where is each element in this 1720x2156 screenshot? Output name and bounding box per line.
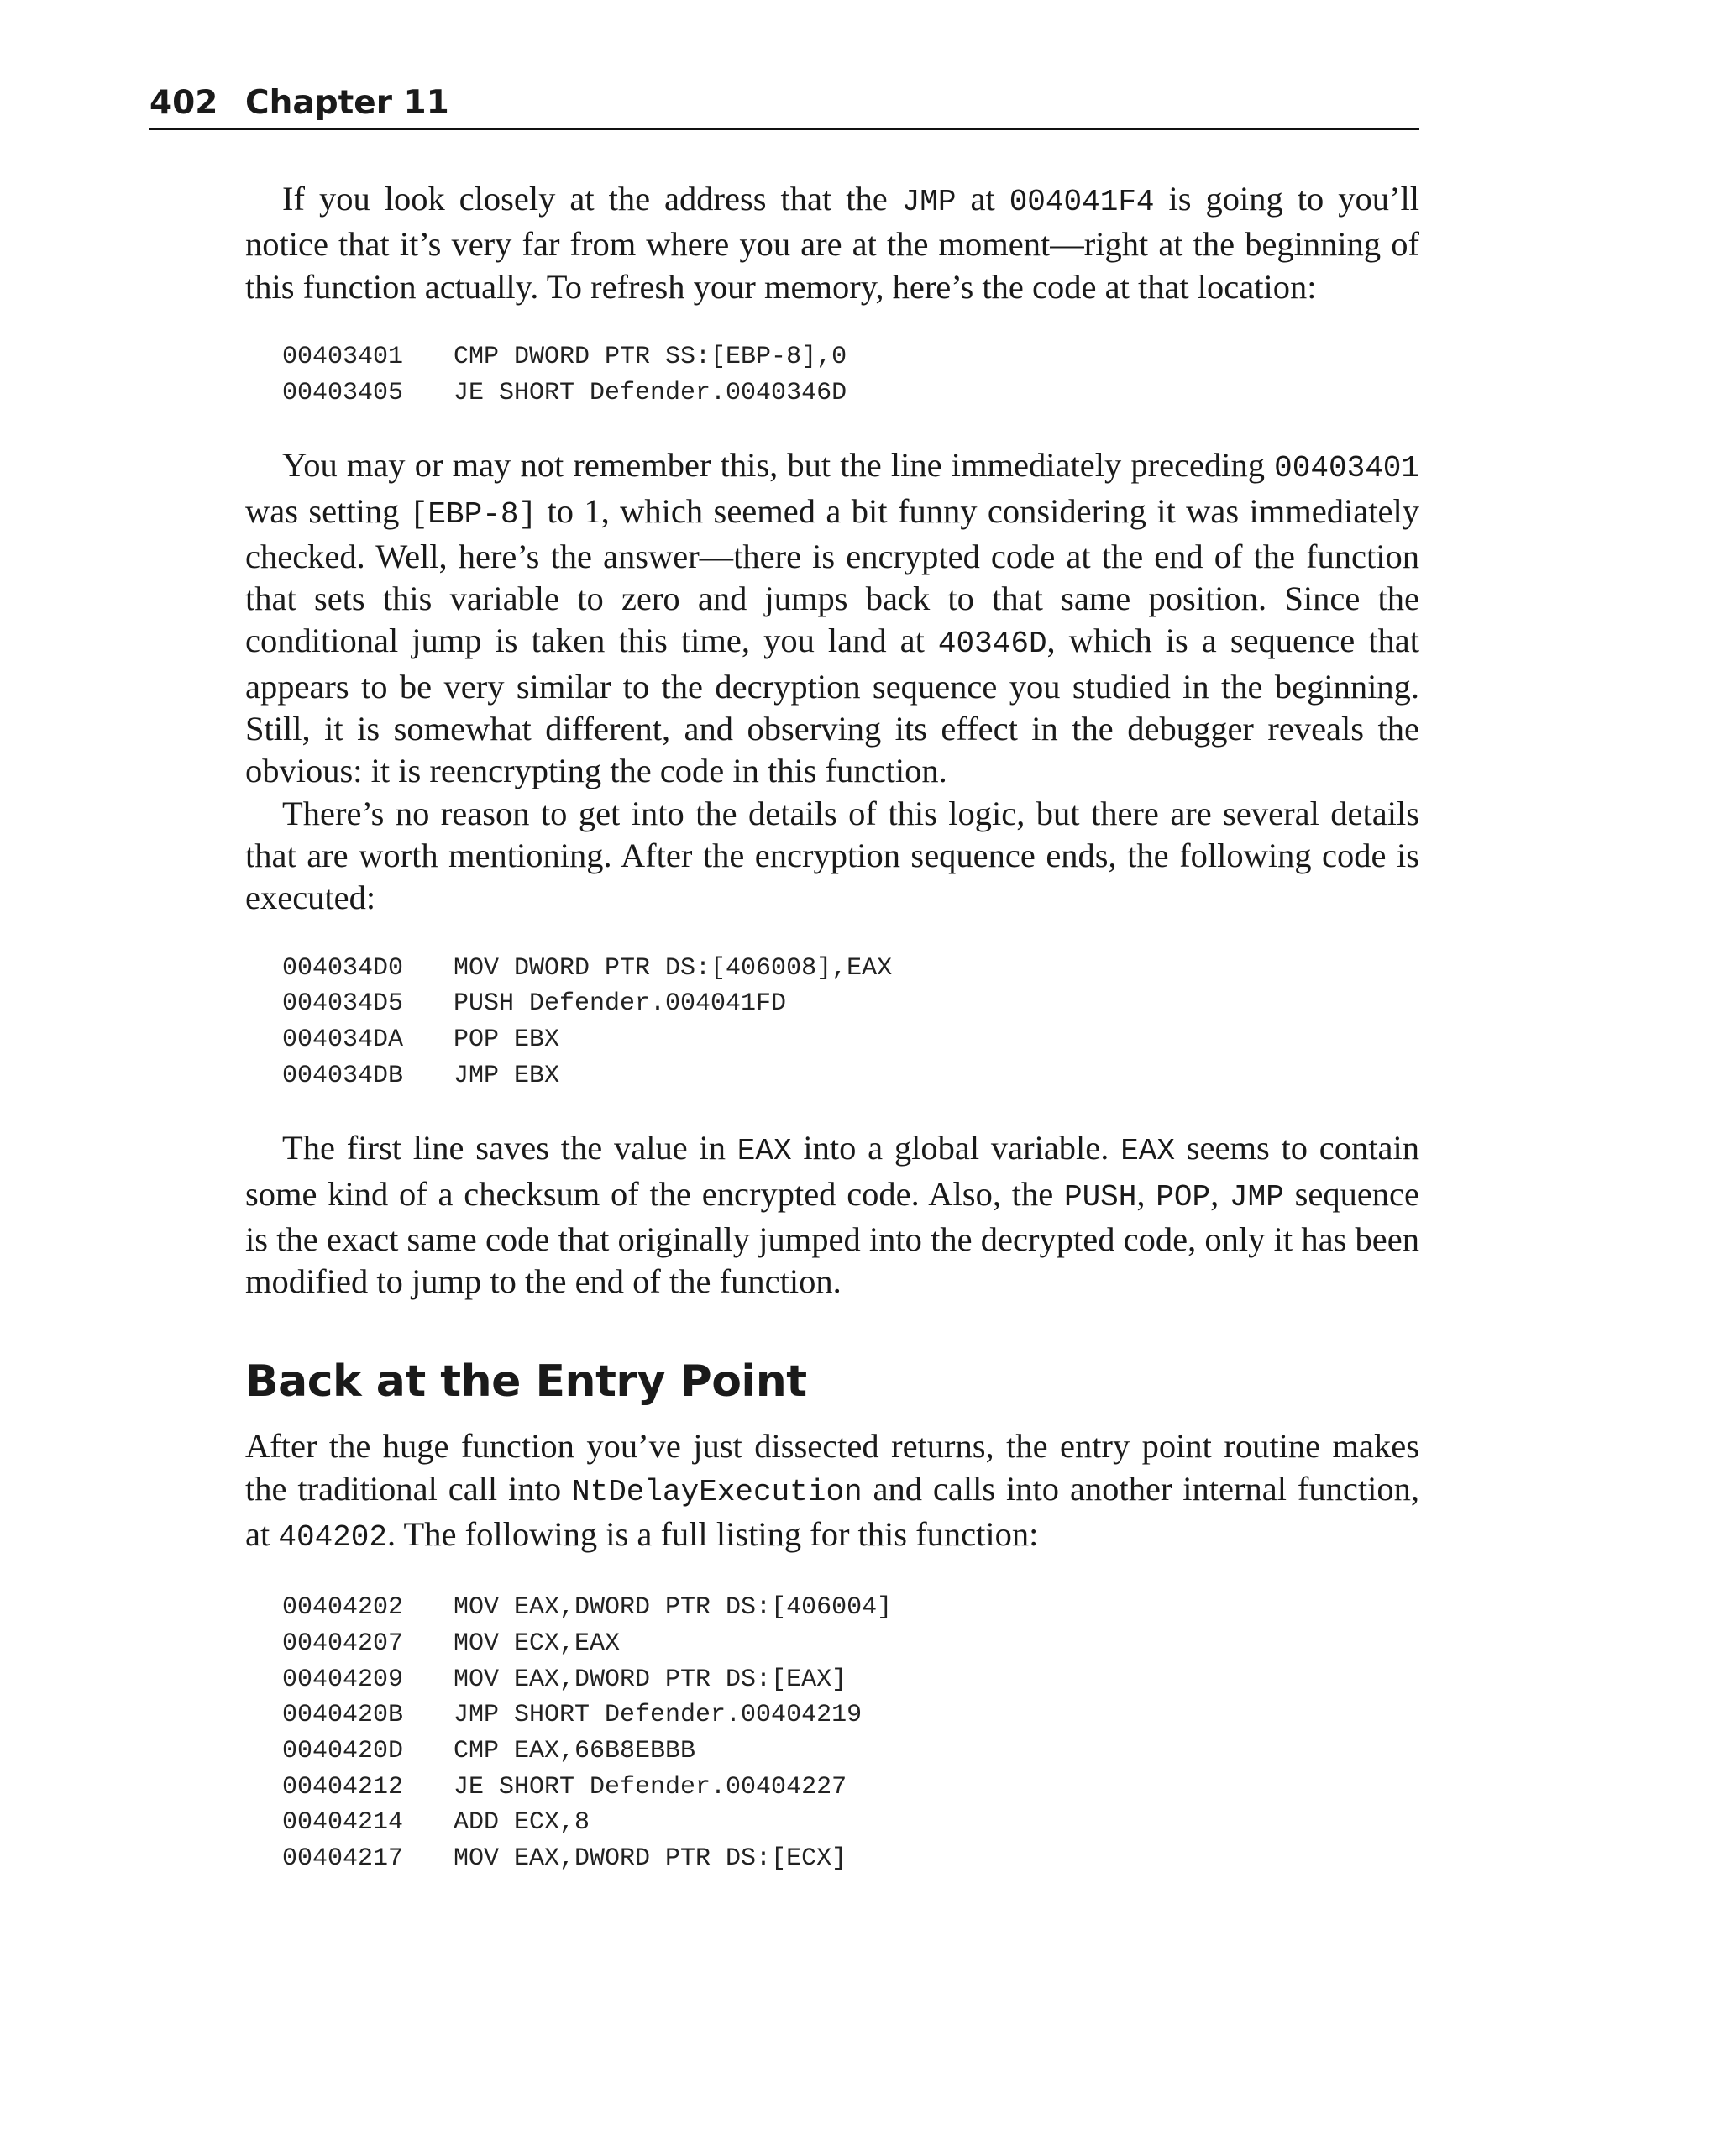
- code-instruction: MOV EAX,DWORD PTR DS:[EAX]: [454, 1665, 847, 1694]
- code-line: [282, 986, 1419, 1022]
- code-instruction: MOV DWORD PTR DS:[406008],EAX: [454, 953, 893, 983]
- code-instruction: JMP EBX: [454, 1061, 560, 1090]
- inline-code: EAX: [1120, 1134, 1175, 1169]
- text-run: . The following is a full listing for this function:: [386, 1515, 1039, 1554]
- text-run: ,: [1136, 1174, 1156, 1213]
- code-instruction: MOV ECX,EAX: [454, 1629, 621, 1659]
- code-listing-1: [245, 339, 1419, 411]
- code-address: 0040420D: [282, 1737, 404, 1766]
- code-line: [282, 1841, 1419, 1877]
- text-run: ,: [1210, 1174, 1230, 1213]
- code-instruction: MOV EAX,DWORD PTR DS:[ECX]: [454, 1844, 847, 1874]
- code-address: 004034DB: [282, 1061, 404, 1090]
- chapter-title: Chapter 11: [245, 84, 449, 122]
- inline-code: 00403401: [1274, 451, 1419, 486]
- code-line: [282, 1697, 1419, 1734]
- code-listing-2: [245, 951, 1419, 1094]
- code-instruction: ADD ECX,8: [454, 1808, 590, 1838]
- section-heading: Back at the Entry Point: [245, 1356, 807, 1408]
- inline-code: 404202: [278, 1520, 387, 1555]
- inline-code: JMP: [901, 185, 957, 219]
- page-body: [245, 178, 1419, 1877]
- code-address: 00403405: [282, 378, 404, 407]
- text-run: at: [956, 180, 1009, 218]
- code-line: [282, 1805, 1419, 1841]
- code-instruction: JE SHORT Defender.00404227: [454, 1772, 847, 1802]
- code-instruction: POP EBX: [454, 1025, 560, 1054]
- code-line: [282, 1022, 1419, 1058]
- text-run: After the huge function you’ve just dissected returns, the entry point routine makes the traditional call into: [245, 1427, 1419, 1508]
- paragraph-2: [245, 444, 1419, 792]
- text-run: is going to you’ll notice that it’s very far from where you are at the moment—right at the beginning of this function actually. To refresh your memory, here’s the code at that location:: [245, 180, 1419, 306]
- code-address: 00404214: [282, 1808, 404, 1838]
- code-address: 00404212: [282, 1772, 404, 1802]
- code-listing-3: [245, 1590, 1419, 1877]
- text-run: , which is a sequence that appears to be very similar to the decryption sequence you studied in the beginning. Still, it is somewhat different, and observing its effect in the debugger reveals the obvious: it is reencrypting the code in this function.: [245, 622, 1420, 790]
- text-run: The first line saves the value in: [282, 1129, 737, 1167]
- code-line: [282, 951, 1419, 987]
- code-address: 004034D0: [282, 953, 404, 983]
- paragraph-3: There’s no reason to get into the details of this logic, but there are several details that are worth mentioning. After the encryption sequence ends, the following code is executed:: [245, 794, 1419, 917]
- code-address: 00404202: [282, 1593, 404, 1623]
- text-run: was setting: [245, 491, 410, 530]
- text-run: to 1, which seemed a bit funny considering it was immediately checked. Well, here’s the answer—there is encrypted code at the end of the function that sets this variable to zero and jumps back to that same position. Since the conditional jump is taken this time, you land at: [245, 491, 1419, 660]
- text-run: sequence is the exact same code that originally jumped into the decrypted code, only it has been modified to jump to the end of the function.: [245, 1174, 1420, 1301]
- paragraph-4: [245, 1127, 1419, 1303]
- code-line: [282, 1734, 1419, 1770]
- code-instruction: MOV EAX,DWORD PTR DS:[406004]: [454, 1593, 893, 1623]
- code-instruction: CMP EAX,66B8EBBB: [454, 1737, 696, 1766]
- code-line: [282, 375, 1419, 412]
- code-address: 00403401: [282, 342, 404, 371]
- code-line: [282, 1770, 1419, 1806]
- paragraph-1: [245, 178, 1419, 308]
- inline-code: 40346D: [937, 627, 1047, 662]
- code-line: [282, 1058, 1419, 1094]
- text-run: seems to contain some kind of a checksum of the encrypted code. Also, the: [245, 1129, 1419, 1213]
- page-number: 402: [149, 84, 218, 122]
- inline-code: 004041F4: [1009, 185, 1155, 219]
- inline-code: NtDelayExecution: [572, 1474, 863, 1509]
- code-line: [282, 1662, 1419, 1698]
- text-run: into a global variable.: [791, 1129, 1121, 1167]
- inline-code: JMP: [1230, 1179, 1284, 1214]
- code-line: [282, 339, 1419, 375]
- inline-code: PUSH: [1063, 1179, 1137, 1214]
- code-address: 004034DA: [282, 1025, 404, 1054]
- code-address: 0040420B: [282, 1701, 404, 1730]
- inline-code: EAX: [737, 1134, 792, 1169]
- code-instruction: JMP SHORT Defender.00404219: [454, 1701, 863, 1730]
- code-address: 00404217: [282, 1844, 404, 1874]
- inline-code: POP: [1156, 1179, 1211, 1214]
- text-run: If you look closely at the address that the: [282, 180, 902, 218]
- code-line: [282, 1590, 1419, 1626]
- text-run: You may or may not remember this, but the line immediately preceding: [282, 446, 1275, 485]
- code-address: 00404207: [282, 1629, 404, 1659]
- inline-code: [EBP-8]: [409, 496, 538, 532]
- text-run: and calls into another internal function, at: [245, 1469, 1419, 1554]
- code-line: [282, 1626, 1419, 1662]
- code-instruction: JE SHORT Defender.0040346D: [454, 378, 847, 407]
- code-address: 004034D5: [282, 989, 404, 1019]
- paragraph-5: [245, 1425, 1419, 1559]
- code-instruction: PUSH Defender.004041FD: [454, 989, 787, 1019]
- code-address: 00404209: [282, 1665, 404, 1694]
- running-header: [149, 81, 1419, 130]
- code-instruction: CMP DWORD PTR SS:[EBP-8],0: [454, 342, 847, 371]
